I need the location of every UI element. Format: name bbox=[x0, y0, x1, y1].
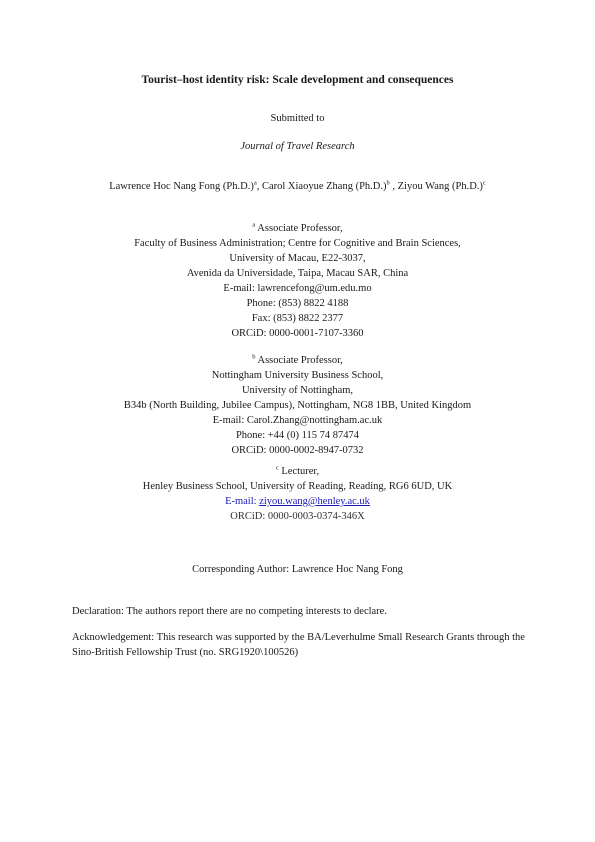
author-name: Lawrence Hoc Nang Fong (Ph.D.) bbox=[109, 181, 254, 192]
affiliation-orcid: ORCiD: 0000-0001-7107-3360 bbox=[231, 328, 364, 339]
affiliation-mark: c bbox=[275, 464, 279, 472]
author-name: Ziyou Wang (Ph.D.) bbox=[397, 181, 483, 192]
author-mark: a bbox=[253, 179, 257, 187]
affiliation-line: B34b (North Building, Jubilee Campus), Nottingham, NG8 1BB, United Kingdom bbox=[123, 400, 472, 411]
paper-title: Tourist–host identity risk: Scale development and consequences bbox=[141, 74, 454, 86]
affiliation-mark: a bbox=[252, 221, 256, 229]
affiliation-mark: b bbox=[252, 353, 256, 361]
affiliation-orcid: ORCiD: 0000-0003-0374-346X bbox=[230, 511, 365, 522]
affiliation-email-line bbox=[0, 494, 595, 509]
affiliation-line: Nottingham University Business School, bbox=[211, 370, 384, 381]
affiliation-c bbox=[0, 464, 595, 524]
affiliation-line: Avenida da Universidade, Taipa, Macau SAR, China bbox=[186, 268, 409, 279]
email-link[interactable]: ziyou.wang@henley.ac.uk bbox=[259, 496, 370, 507]
email-label: E-mail: bbox=[225, 496, 260, 507]
journal-name: Journal of Travel Research bbox=[240, 141, 355, 152]
affiliation-line: University of Nottingham, bbox=[241, 385, 354, 396]
affiliation-phone: Phone: +44 (0) 115 74 87474 bbox=[235, 430, 360, 441]
affiliation-b bbox=[0, 353, 595, 458]
author-name: Carol Xiaoyue Zhang (Ph.D.) bbox=[261, 181, 387, 192]
author-list bbox=[0, 179, 595, 194]
affiliation-email: E-mail: Carol.Zhang@nottingham.ac.uk bbox=[212, 415, 383, 426]
affiliation-email: E-mail: lawrencefong@um.edu.mo bbox=[223, 283, 372, 294]
affiliation-line: Henley Business School, University of Reading, Reading, RG6 6UD, UK bbox=[142, 481, 453, 492]
affiliation-line: University of Macau, E22-3037, bbox=[229, 253, 366, 264]
affiliation-line: Faculty of Business Administration; Centre for Cognitive and Brain Sciences, bbox=[134, 238, 461, 249]
affiliation-orcid: ORCiD: 0000-0002-8947-0732 bbox=[231, 445, 364, 456]
affiliation-role: $^c$ Lecturer, bbox=[275, 464, 320, 477]
author-separator: , bbox=[389, 181, 398, 192]
author-mark: c bbox=[482, 179, 486, 187]
submitted-to: Submitted to bbox=[270, 113, 325, 124]
declaration: Declaration: The authors report there are no competing interests to declare. bbox=[72, 606, 387, 617]
acknowledgement: Acknowledgement: This research was supported by the BA/Leverhulme Small Research Grants through the Sino-British Fellowship Trust (no. SRG1920\100526) bbox=[72, 632, 525, 658]
author-separator: , bbox=[256, 181, 262, 192]
author-mark: b bbox=[386, 179, 390, 187]
affiliation-a bbox=[0, 221, 595, 341]
affiliation-fax: Fax: (853) 8822 2377 bbox=[251, 313, 344, 324]
corresponding-author: Corresponding Author: Lawrence Hoc Nang Fong bbox=[192, 564, 403, 575]
affiliation-role: $^a$ Associate Professor, bbox=[252, 221, 343, 234]
affiliation-phone: Phone: (853) 8822 4188 bbox=[246, 298, 349, 309]
affiliation-role: $^b$ Associate Professor, bbox=[252, 353, 343, 366]
